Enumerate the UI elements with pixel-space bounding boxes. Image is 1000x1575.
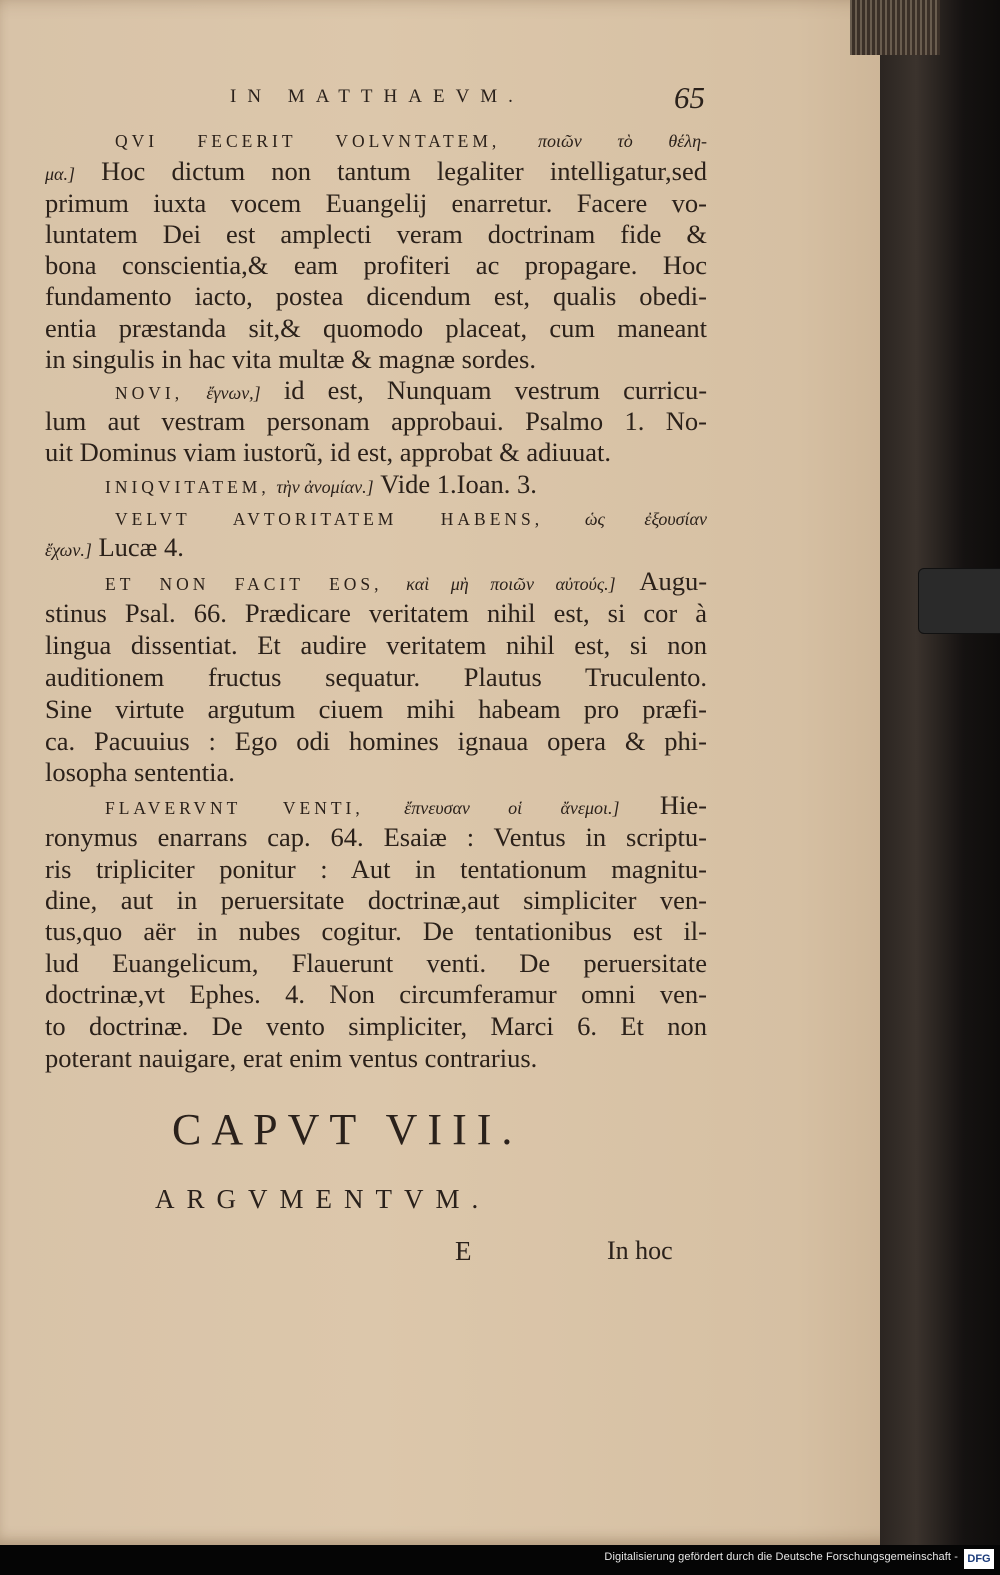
text-line bbox=[45, 725, 707, 757]
text-line bbox=[45, 436, 707, 468]
line-text: Hoc dictum non tantum legaliter intelligatur,sed bbox=[101, 156, 707, 186]
text-line bbox=[45, 187, 707, 219]
lemma-text: INIQVITATEM, bbox=[105, 477, 270, 497]
text-line bbox=[45, 915, 707, 947]
text-line bbox=[45, 155, 707, 190]
chapter-title: CAPVT VIII. bbox=[172, 1105, 523, 1154]
greek-text: ἔχων.] bbox=[45, 540, 92, 560]
lemma-text: FLAVERVNT VENTI, bbox=[105, 798, 364, 818]
text-line bbox=[45, 312, 707, 344]
line-text: poterant nauigare, erat enim ventus contrarius. bbox=[45, 1043, 538, 1073]
text-line bbox=[45, 693, 707, 725]
greek-text: ὡς ἐξουσίαν bbox=[584, 509, 707, 529]
page-stack-edge bbox=[850, 0, 940, 55]
text-line bbox=[115, 500, 707, 535]
text-line bbox=[45, 884, 707, 916]
line-text: dine, aut in peruersitate doctrinæ,aut simpliciter ven- bbox=[45, 885, 707, 915]
line-text: lud Euangelicum, Flauerunt venti. De peruersitate bbox=[45, 948, 707, 978]
greek-text: μα.] bbox=[45, 164, 75, 184]
text-line bbox=[105, 789, 707, 824]
text-line bbox=[105, 565, 707, 600]
line-text: ris tripliciter ponitur : Aut in tentationum magnitu- bbox=[45, 854, 707, 884]
lemma-text: VELVT AVTORITATEM HABENS, bbox=[115, 509, 544, 529]
text-line bbox=[45, 218, 707, 250]
text-line bbox=[45, 280, 707, 312]
line-text: ca. Pacuuius : Ego odi homines ignaua opera & phi- bbox=[45, 726, 707, 756]
text-line bbox=[105, 468, 707, 503]
line-text: Vide 1.Ioan. 3. bbox=[380, 469, 537, 499]
greek-text: ποιῶν τὸ θέλη- bbox=[538, 131, 707, 151]
text-line bbox=[45, 343, 707, 375]
line-text: uit Dominus viam iustorũ, id est, approbat & adiuuat. bbox=[45, 437, 611, 467]
line-text: Sine virtute argutum ciuem mihi habeam pro præfi- bbox=[45, 694, 707, 724]
text-line bbox=[45, 853, 707, 885]
lemma-text: NOVI, bbox=[115, 383, 184, 403]
text-line bbox=[45, 661, 707, 693]
text-line bbox=[45, 978, 707, 1010]
text-line bbox=[45, 1042, 707, 1074]
argumentum-heading: ARGVMENTVM. bbox=[155, 1184, 491, 1214]
lemma-text: QVI FECERIT VOLVNTATEM, bbox=[115, 131, 501, 151]
catchword: In hoc bbox=[607, 1236, 673, 1265]
line-text: stinus Psal. 66. Prædicare veritatem nihil est, si cor à bbox=[45, 598, 707, 628]
line-text: auditionem fructus sequatur. Plautus Truculento. bbox=[45, 662, 707, 692]
line-text: losopha sententia. bbox=[45, 757, 235, 787]
greek-text: ἔπνευσαν οἱ ἄνεμοι.] bbox=[404, 798, 620, 818]
text-line bbox=[45, 947, 707, 979]
text-line bbox=[45, 1010, 707, 1042]
line-text: Lucæ 4. bbox=[98, 532, 184, 562]
text-line bbox=[115, 122, 707, 157]
text-line bbox=[45, 629, 707, 661]
text-line bbox=[45, 597, 707, 629]
initial-letter: E bbox=[455, 1236, 472, 1266]
text-line bbox=[45, 249, 707, 281]
text-line bbox=[45, 531, 707, 566]
text-line bbox=[115, 374, 707, 409]
greek-text: καὶ μὴ ποιῶν αὐτούς.] bbox=[406, 574, 616, 594]
line-text: in singulis in hac vita multæ & magnæ sordes. bbox=[45, 344, 536, 374]
line-text: lum aut vestram personam approbaui. Psalmo 1. No- bbox=[45, 406, 707, 436]
line-text: Augu- bbox=[639, 566, 708, 596]
line-text: tus,quo aër in nubes cogitur. De tentationibus est il- bbox=[45, 916, 707, 946]
footer-credit: Digitalisierung gefördert durch die Deutsche Forschungsgemeinschaft - bbox=[604, 1551, 958, 1563]
running-head: IN MATTHAEVM. bbox=[230, 86, 524, 107]
line-text: lingua dissentiat. Et audire veritatem nihil est, si non bbox=[45, 630, 707, 660]
page-number: 65 bbox=[674, 80, 705, 115]
line-text: entia præstanda sit,& quomodo placeat, cum maneant bbox=[45, 313, 707, 343]
line-text: luntatem Dei est amplecti veram doctrinam fide & bbox=[45, 219, 707, 249]
dfg-logo-icon: DFG bbox=[964, 1549, 994, 1569]
line-text: Hie- bbox=[659, 790, 707, 820]
text-line bbox=[45, 405, 707, 437]
line-text: fundamento iacto, postea dicendum est, qualis obedi- bbox=[45, 281, 707, 311]
greek-text: ἔγνων,] bbox=[206, 383, 261, 403]
line-text: ronymus enarrans cap. 64. Esaiæ : Ventus in scriptu- bbox=[45, 822, 707, 852]
line-text: doctrinæ,vt Ephes. 4. Non circumferamur omni ven- bbox=[45, 979, 707, 1009]
lemma-text: ET NON FACIT EOS, bbox=[105, 574, 383, 594]
line-text: primum iuxta vocem Euangelij enarretur. Facere vo- bbox=[45, 188, 707, 218]
text-line bbox=[45, 821, 707, 853]
book-spine-edge bbox=[880, 0, 1000, 1575]
line-text: id est, Nunquam vestrum curricu- bbox=[283, 375, 708, 405]
line-text: bona conscientia,& eam profiteri ac propagare. Hoc bbox=[45, 250, 707, 280]
book-clasp bbox=[918, 568, 1000, 634]
line-text: to doctrinæ. De vento simpliciter, Marci 6. Et non bbox=[45, 1011, 707, 1041]
text-line bbox=[45, 756, 707, 788]
greek-text: τὴν ἀνομίαν.] bbox=[276, 477, 374, 497]
